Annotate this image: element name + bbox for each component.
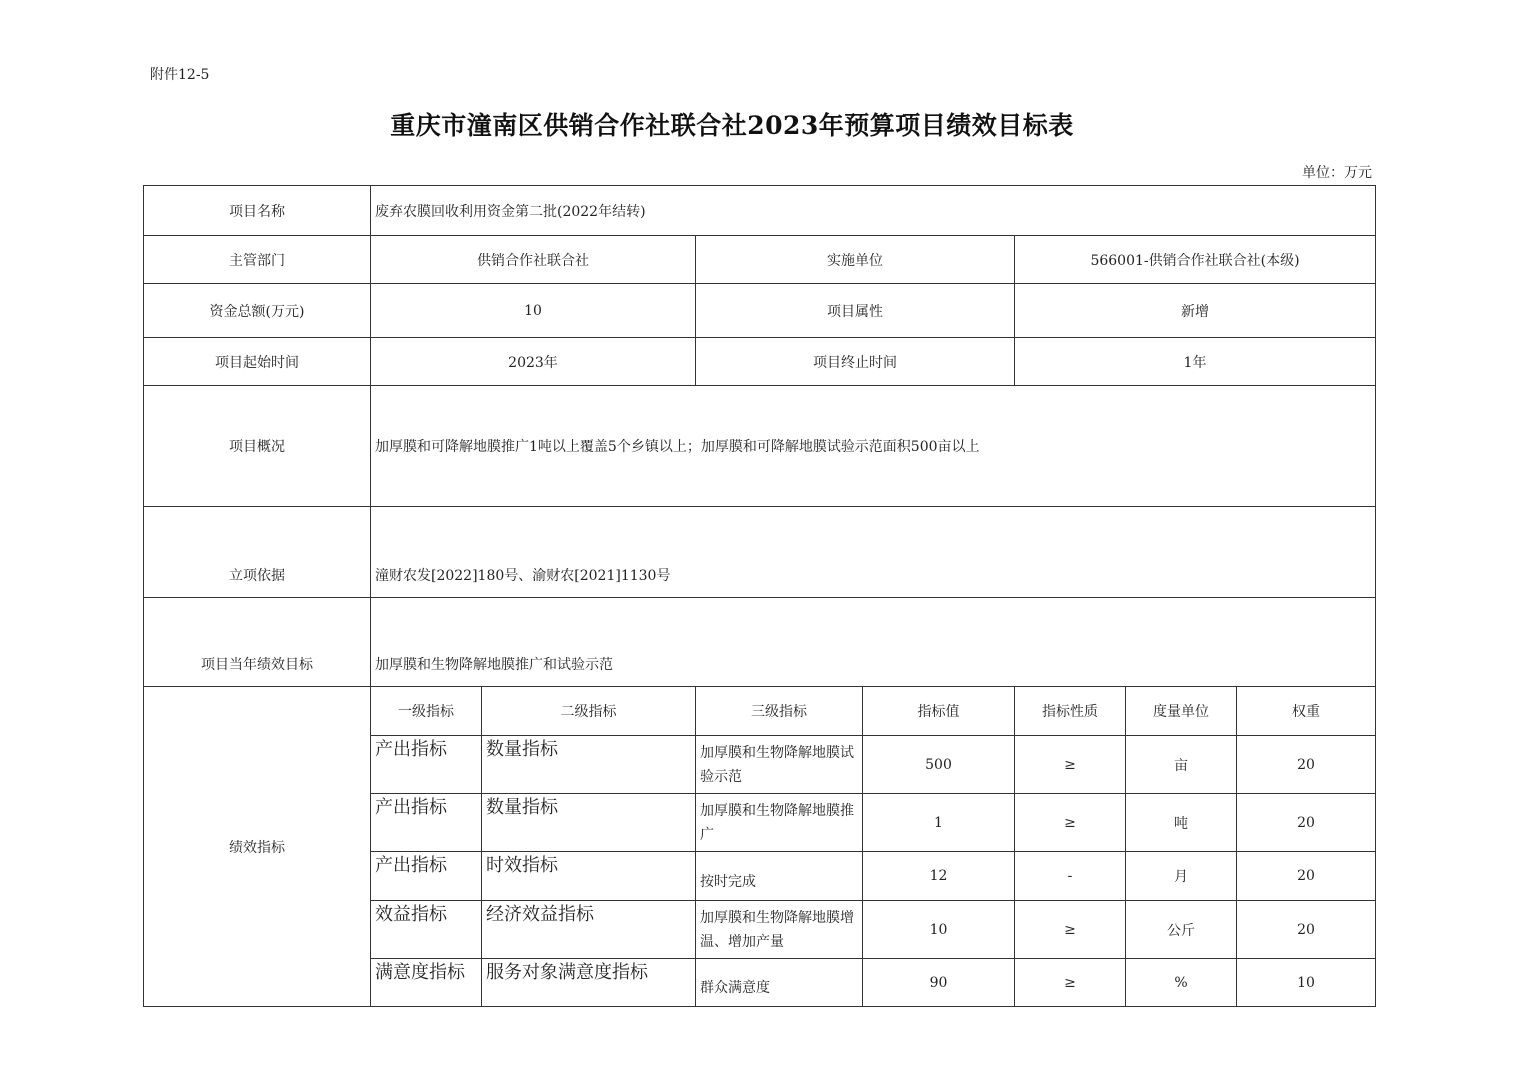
header-level1: 一级指标 [371,687,482,736]
row2-unit: 吨 [1126,794,1237,852]
row1-weight: 20 [1237,736,1376,794]
row5-level1: 满意度指标 [371,959,482,1007]
row2-nature: ≥ [1015,794,1126,852]
row2-weight: 20 [1237,794,1376,852]
row2-value: 1 [863,794,1015,852]
row1-level2: 数量指标 [482,736,696,794]
row5-nature: ≥ [1015,959,1126,1007]
row2-level2: 数量指标 [482,794,696,852]
header-nature: 指标性质 [1015,687,1126,736]
row4-level3: 加厚膜和生物降解地膜增温、增加产量 [696,901,863,959]
row3-nature: - [1015,852,1126,901]
row4-unit: 公斤 [1126,901,1237,959]
row3-level1: 产出指标 [371,852,482,901]
impl-label: 实施单位 [696,236,1015,284]
start-value: 2023年 [371,338,696,386]
start-label: 项目起始时间 [144,338,371,386]
row5-unit: % [1126,959,1237,1007]
row4-weight: 20 [1237,901,1376,959]
attr-value: 新增 [1015,284,1376,338]
unit-label: 单位：万元 [1302,165,1372,181]
row1-level3: 加厚膜和生物降解地膜试验示范 [696,736,863,794]
overview-label: 项目概况 [144,386,371,507]
row3-value: 12 [863,852,1015,901]
row2-level1: 产出指标 [371,794,482,852]
indicators-section-label: 绩效指标 [144,687,371,1007]
row4-level1: 效益指标 [371,901,482,959]
row4-value: 10 [863,901,1015,959]
row3-level3: 按时完成 [696,852,863,901]
goal-label: 项目当年绩效目标 [144,598,371,687]
end-value: 1年 [1015,338,1376,386]
row1-nature: ≥ [1015,736,1126,794]
basis-value: 潼财农发[2022]180号、渝财农[2021]1130号 [371,507,1376,598]
impl-value: 566001-供销合作社联合社(本级) [1015,236,1376,284]
row1-value: 500 [863,736,1015,794]
row3-unit: 月 [1126,852,1237,901]
row3-weight: 20 [1237,852,1376,901]
row4-nature: ≥ [1015,901,1126,959]
project-name-label: 项目名称 [144,186,371,236]
end-label: 项目终止时间 [696,338,1015,386]
row1-unit: 亩 [1126,736,1237,794]
row5-value: 90 [863,959,1015,1007]
dept-label: 主管部门 [144,236,371,284]
header-level3: 三级指标 [696,687,863,736]
funds-value: 10 [371,284,696,338]
header-level2: 二级指标 [482,687,696,736]
dept-value: 供销合作社联合社 [371,236,696,284]
basis-label: 立项依据 [144,507,371,598]
row1-level1: 产出指标 [371,736,482,794]
project-name-value: 废弃农膜回收利用资金第二批(2022年结转) [371,186,1376,236]
header-value: 指标值 [863,687,1015,736]
row4-level2: 经济效益指标 [482,901,696,959]
row5-weight: 10 [1237,959,1376,1007]
page-title: 重庆市潼南区供销合作社联合社2023年预算项目绩效目标表 [390,111,1074,140]
attr-label: 项目属性 [696,284,1015,338]
row5-level3: 群众满意度 [696,959,863,1007]
row3-level2: 时效指标 [482,852,696,901]
row2-level3: 加厚膜和生物降解地膜推广 [696,794,863,852]
attachment-label: 附件12-5 [150,67,210,83]
goal-value: 加厚膜和生物降解地膜推广和试验示范 [371,598,1376,687]
performance-table [143,185,1376,1007]
header-unit: 度量单位 [1126,687,1237,736]
funds-label: 资金总额(万元) [144,284,371,338]
header-weight: 权重 [1237,687,1376,736]
overview-value: 加厚膜和可降解地膜推广1吨以上覆盖5个乡镇以上；加厚膜和可降解地膜试验示范面积500亩以上 [371,386,1376,507]
row5-level2: 服务对象满意度指标 [482,959,696,1007]
